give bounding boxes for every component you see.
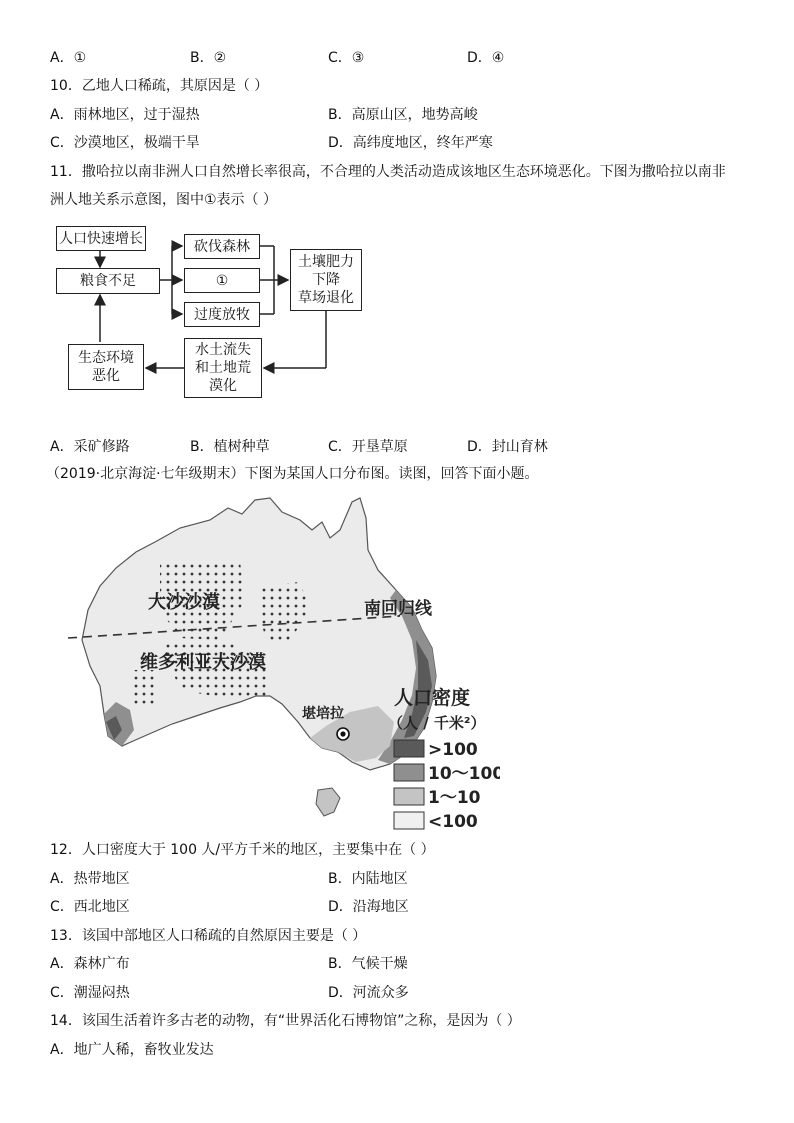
q13-option-a[interactable]: A．森林广布 [50, 956, 130, 972]
q11-stem-line2: 洲人地关系示意图，图中①表示（ ） [50, 192, 278, 208]
q9-option-c[interactable]: C．③ [328, 50, 365, 66]
legend-label: 10～100 [428, 764, 500, 784]
q12-option-b[interactable]: B．内陆地区 [328, 871, 408, 887]
desert-dots-west [130, 670, 156, 704]
label-tropic: 南回归线 [364, 599, 432, 619]
relationship-flow-diagram [50, 220, 370, 410]
q12-option-a[interactable]: A．热带地区 [50, 871, 130, 887]
box-soil-degradation [290, 249, 362, 311]
population-map [60, 490, 500, 835]
q9-option-d[interactable]: D．④ [467, 50, 505, 66]
legend-unit: （人 / 千米²） [388, 714, 486, 732]
legend-label: <100 [428, 812, 478, 832]
eco-line1: 生态环境 [78, 350, 134, 366]
q14-option-a[interactable]: A．地广人稀，畜牧业发达 [50, 1042, 214, 1058]
q9-option-a[interactable]: A．① [50, 50, 87, 66]
q12-option-c[interactable]: C．西北地区 [50, 899, 130, 915]
q13-option-b[interactable]: B．气候干燥 [328, 956, 408, 972]
box-circle-one: ① [184, 268, 260, 293]
soil-line3: 草场退化 [298, 290, 354, 306]
box-population-growth: 人口快速增长 [56, 226, 146, 251]
q12-stem: 12．人口密度大于 100 人/平方千米的地区，主要集中在（ ） [50, 842, 435, 858]
erosion-line3: 漠化 [209, 378, 237, 394]
legend-label: >100 [428, 740, 478, 760]
q13-stem: 13．该国中部地区人口稀疏的自然原因主要是（ ） [50, 928, 367, 944]
legend-swatch [394, 812, 424, 829]
box-food-shortage: 粮食不足 [56, 268, 160, 294]
legend-title: 人口密度 [394, 687, 471, 709]
legend-items [394, 740, 500, 832]
q10-option-b[interactable]: B．高原山区，地势高峻 [328, 107, 478, 123]
soil-line2: 下降 [312, 272, 340, 288]
eco-line2: 恶化 [92, 368, 120, 384]
q10-option-a[interactable]: A．雨林地区，过于湿热 [50, 107, 200, 123]
q11-option-c[interactable]: C．开垦草原 [328, 439, 408, 455]
q11-option-a[interactable]: A．采矿修路 [50, 439, 130, 455]
legend-swatch [394, 764, 424, 781]
erosion-line2: 和土地荒 [195, 360, 251, 376]
q11-stem-line1: 11．撒哈拉以南非洲人口自然增长率很高，不合理的人类活动造成该地区生态环境恶化。下图为撒哈拉以南非 [50, 164, 726, 180]
box-overgrazing: 过度放牧 [184, 302, 260, 327]
q9-option-b[interactable]: B．② [190, 50, 227, 66]
erosion-line1: 水土流失 [195, 342, 251, 358]
q13-option-d[interactable]: D．河流众多 [328, 985, 409, 1001]
q11-option-d[interactable]: D．封山育林 [467, 439, 548, 455]
q13-option-c[interactable]: C．潮湿闷热 [50, 985, 130, 1001]
box-deforestation: 砍伐森林 [184, 234, 260, 259]
q12-option-d[interactable]: D．沿海地区 [328, 899, 409, 915]
legend-swatch [394, 740, 424, 757]
map-intro: （2019·北京海淀·七年级期末）下图为某国人口分布图。读图，回答下面小题。 [46, 466, 539, 482]
label-canberra: 堪培拉 [302, 706, 344, 722]
q14-stem: 14．该国生活着许多古老的动物，有“世界活化石博物馆”之称，是因为（ ） [50, 1013, 521, 1029]
box-soil-erosion [184, 338, 262, 398]
label-desert1: 大沙沙漠 [148, 592, 220, 613]
legend-swatch [394, 788, 424, 805]
q10-option-c[interactable]: C．沙漠地区，极端干旱 [50, 135, 200, 151]
label-desert2: 维多利亚大沙漠 [140, 652, 266, 673]
legend-label: 1～10 [428, 788, 481, 808]
q10-option-d[interactable]: D．高纬度地区，终年严寒 [328, 135, 493, 151]
soil-line1: 土壤肥力 [298, 254, 354, 270]
q10-stem: 10．乙地人口稀疏，其原因是（ ） [50, 78, 269, 94]
box-eco-deterioration [68, 344, 144, 390]
tasmania [316, 788, 340, 816]
australia-map-svg [60, 490, 500, 835]
q11-option-b[interactable]: B．植树种草 [190, 439, 270, 455]
